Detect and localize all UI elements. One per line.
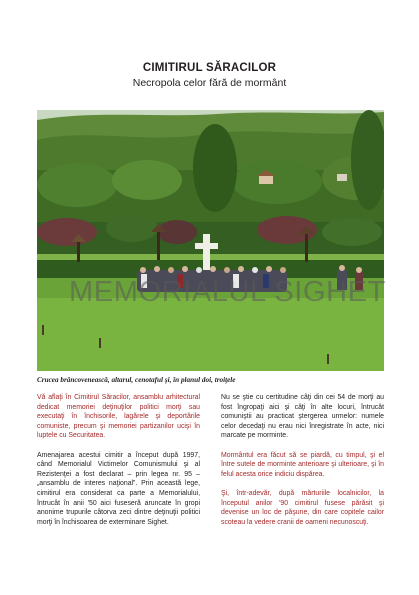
- cemetery-photo: [37, 110, 384, 371]
- page-subtitle: Necropola celor fără de mormânt: [132, 77, 287, 89]
- paragraph: Şi, într-adevăr, după mărturiile localnicilor, la începutul anilor '90 cimitirul fusese părăsit şi devenise un loc de păşune, din care copitele cailor scoteau la vedere cranii de oameni necunoscuţi.: [221, 489, 384, 526]
- paragraph: Amenajarea acestui cimitir a început după 1997, când Memorialul Victimelor Comunismului şi al Rezistenţei a fost declarat – prin legea nr. 95 – „ansamblu de interes naţional”. Prin această lege, cimitirul era considerat ca parte a Memorialului, întrucât în anii '50 aici fuseseră aruncate în gropi anonime trupurile câtorva zeci dintre deţinuţii politici morţi în închisoarea de exterminare Sighet.: [37, 451, 200, 526]
- paragraph: Mormântul era făcut să se piardă, cu timpul, şi el între sutele de morminte anterioare şi ulterioare, şi în felul acesta orice indiciu dispărea.: [221, 451, 384, 478]
- text-column-right: [221, 393, 384, 537]
- cemetery-photo-icon: [37, 110, 384, 371]
- paragraph: Nu se ştie cu certitudine câţi din cei 54 de morţi au fost îngropaţi aici şi câţi în alte locuri, întrucât comuniştii au practicat ştergerea urmelor: numele celor decedaţi nu erau nici înregistrate în acte, nici marcate pe morminte.: [221, 394, 384, 440]
- text-column-left: [37, 393, 200, 537]
- watermark-text: MEMORIALUL SIGHET: [69, 276, 386, 308]
- paragraph: Vă aflaţi în Cimitirul Săracilor, ansamblu arhitectural dedicat memoriei deţinuţilor politici morţi sau executaţi în închisorile, lagărele şi deportările comuniste, precum şi memoriei partizanilor ucişi în luptele cu Securitatea.: [37, 394, 200, 440]
- watermark: [37, 276, 384, 312]
- photo-caption: Crucea brâncovenească, altarul, cenotaful şi, în planul doi, troiţele: [37, 376, 236, 384]
- page-title: CIMITIRUL SĂRACILOR: [142, 62, 277, 74]
